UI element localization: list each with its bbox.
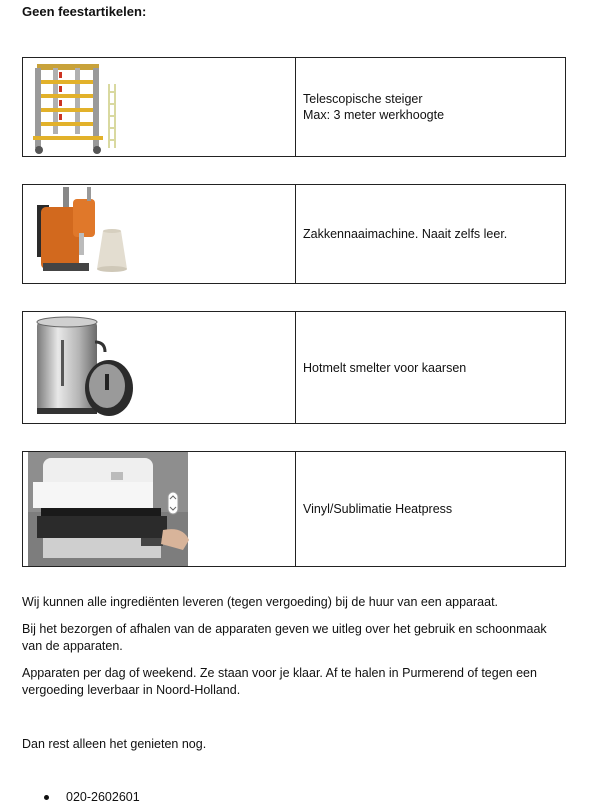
- item-bag-sewing-machine: [22, 184, 566, 284]
- paragraph-instructions: Bij het bezorgen of afhalen van de apparaten geven we uitleg over het gebruik en schoonmaak van de apparaten.: [22, 622, 547, 653]
- paragraph-closing: Dan rest alleen het genieten nog.: [22, 737, 207, 751]
- contact-phone-item: [44, 790, 140, 804]
- heatpress-description: [296, 452, 565, 566]
- bullet-icon: [44, 795, 49, 800]
- paragraph-pickup-delivery: Apparaten per dag of weekend. Ze staan voor je klaar. Af te halen in Purmerend of tegen een vergoeding leverbaar in Noord-Holland.: [22, 666, 537, 697]
- scaffold-image: [23, 58, 296, 156]
- sewing-machine-description: [296, 185, 565, 283]
- item-heatpress: [22, 451, 566, 567]
- paragraph-ingredients: Wij kunnen alle ingrediënten leveren (tegen vergoeding) bij de huur van een apparaat.: [22, 595, 499, 609]
- scaffold-spec: Max: 3 meter werkhoogte: [303, 108, 445, 122]
- heatpress-image: [23, 452, 296, 566]
- item-hotmelt-smelter: [22, 311, 566, 424]
- page-heading: Geen feestartikelen:: [22, 4, 147, 19]
- scaffold-name: Telescopische steiger: [303, 92, 423, 106]
- item-scaffold: [22, 57, 566, 157]
- hotmelt-description: [296, 312, 565, 423]
- sewing-machine-image: [23, 185, 296, 283]
- hotmelt-name: Hotmelt smelter voor kaarsen: [303, 360, 467, 375]
- hotmelt-image: [23, 312, 296, 423]
- scaffold-description: [296, 58, 565, 156]
- heatpress-name: Vinyl/Sublimatie Heatpress: [303, 502, 453, 516]
- sewing-machine-name: Zakkennaaimachine. Naait zelfs leer.: [303, 227, 508, 241]
- phone-number: 020-2602601: [66, 790, 140, 804]
